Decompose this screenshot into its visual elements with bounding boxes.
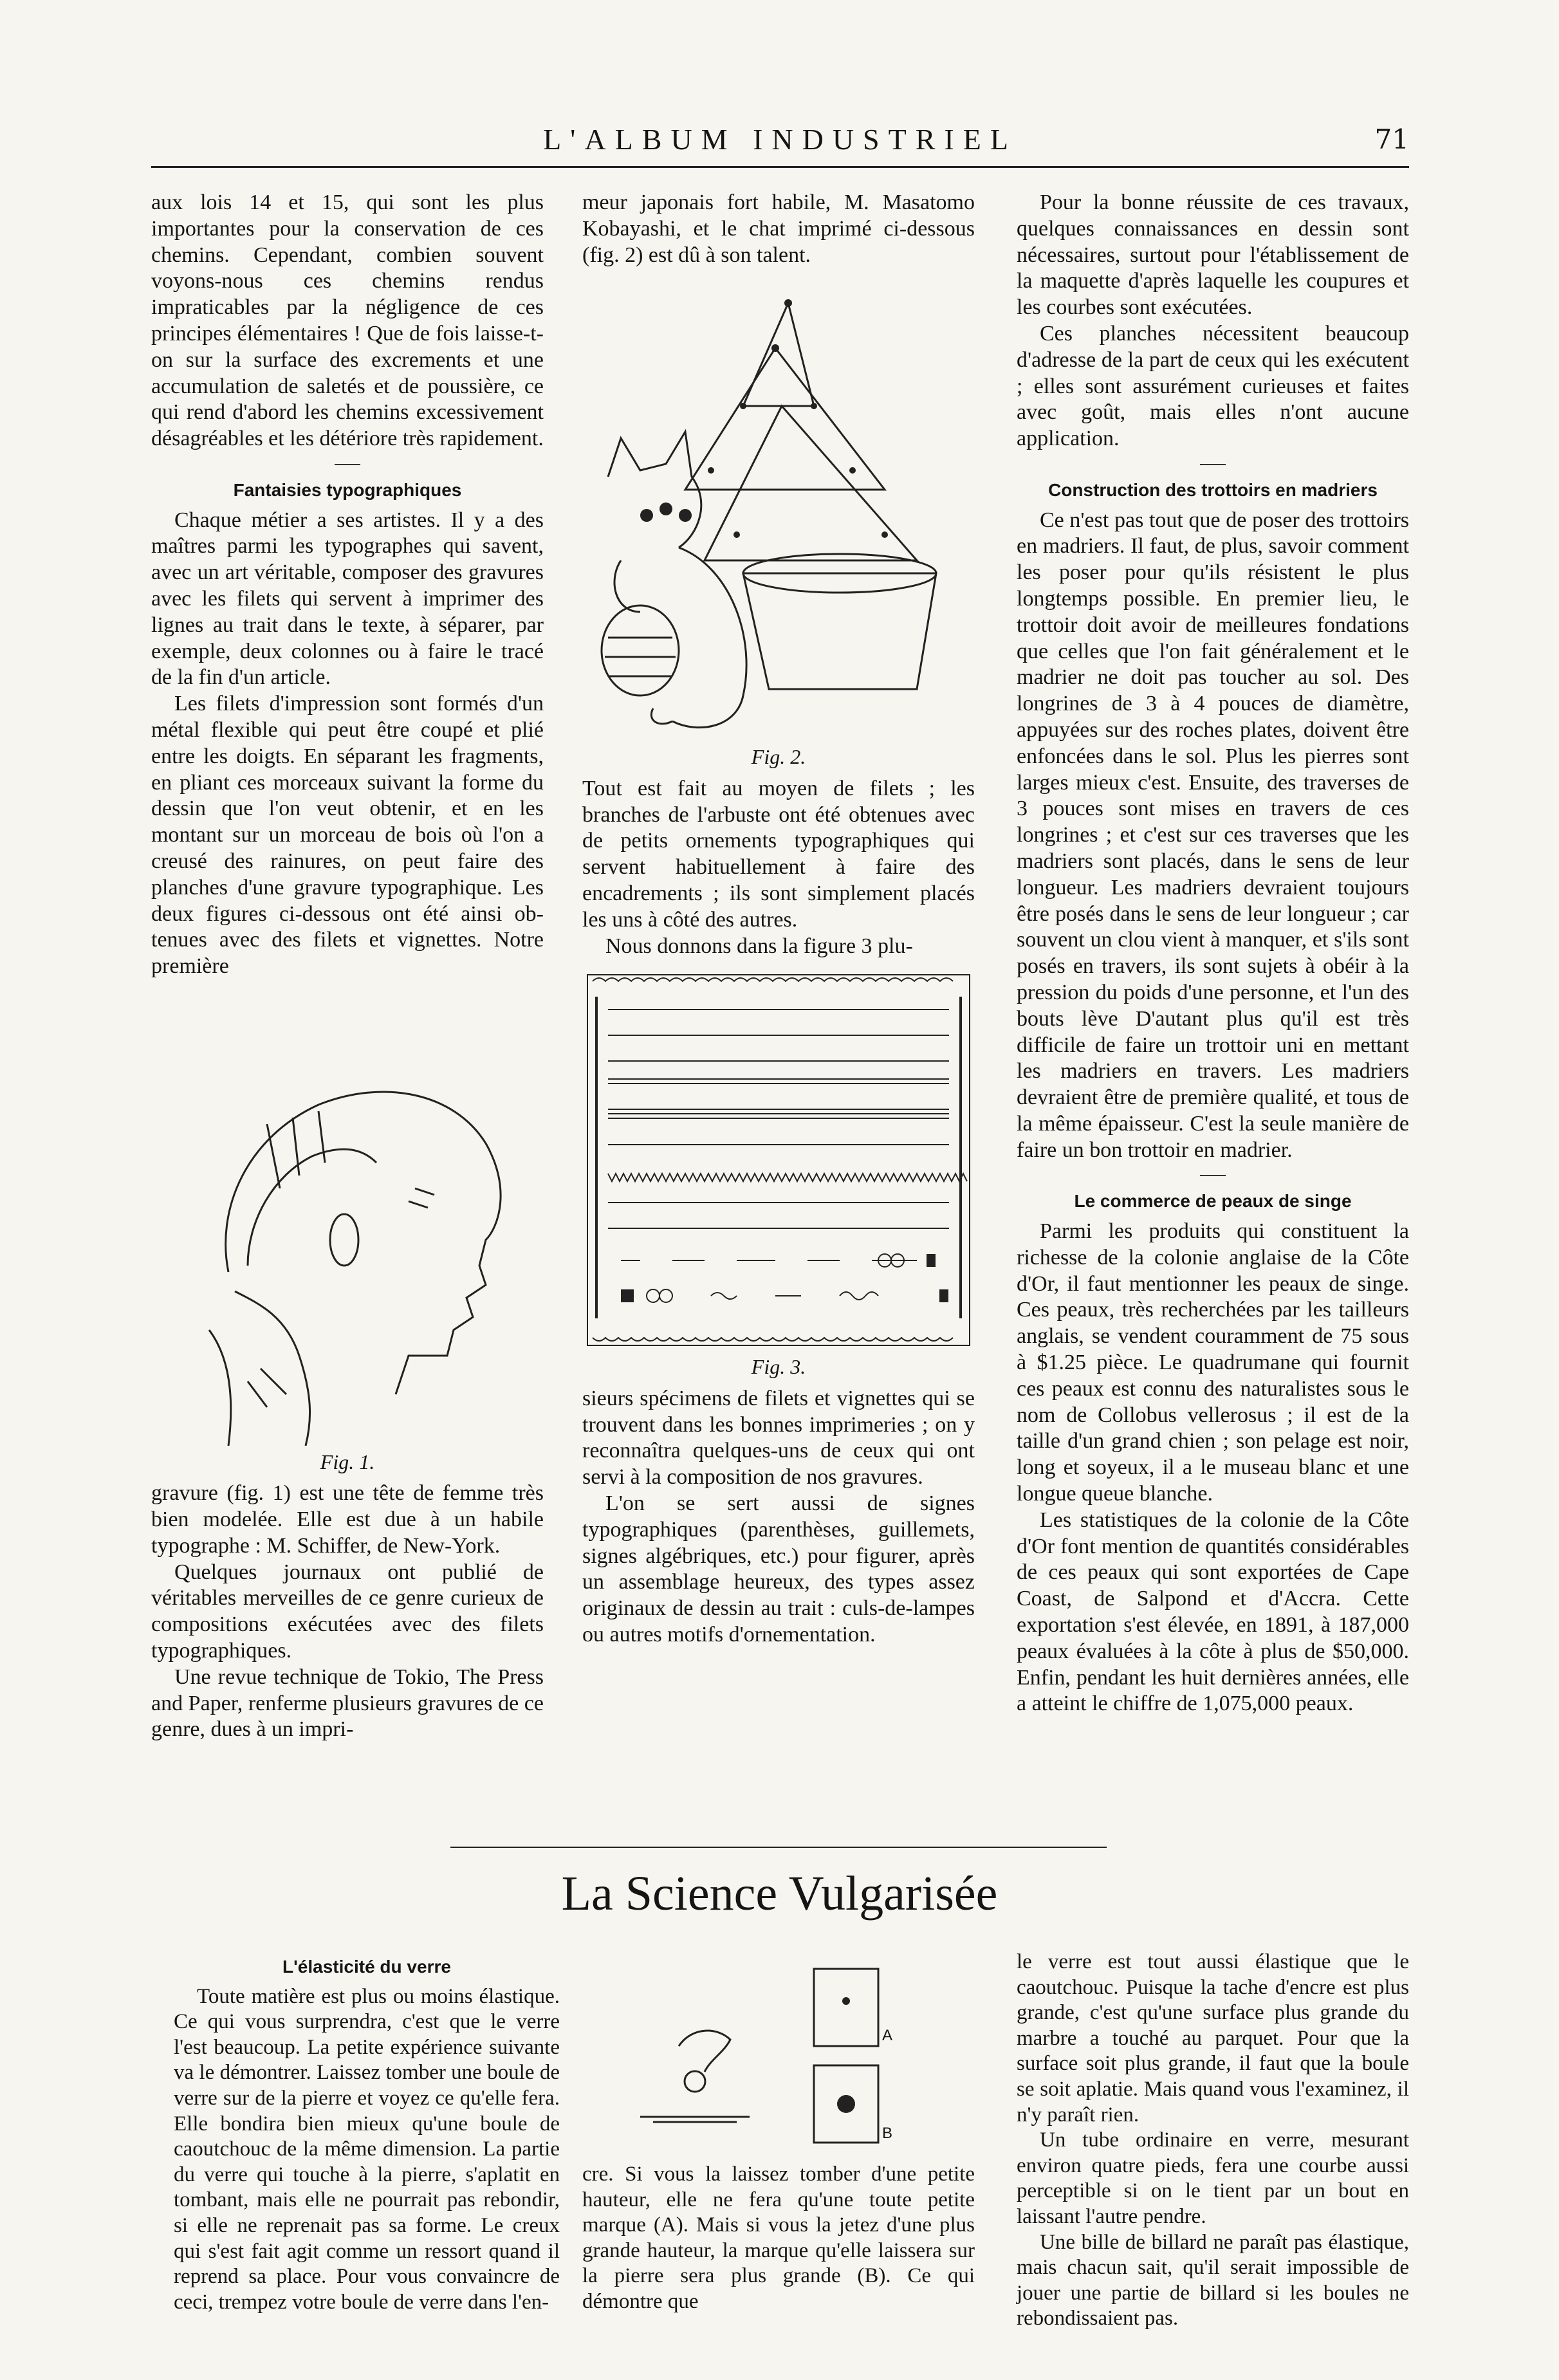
label-b: B (882, 2125, 893, 2142)
divider (1200, 1175, 1226, 1176)
figure-1-woman-head (151, 995, 544, 1446)
col1-paragraph-2: Chaque métier a ses artistes. Il y a des maîtres parmi les typographes qui savent, avec un art véritable, composer des gravures avec les filets qui servent à imprimer des lignes au trait dans le texte, à séparer, par exemple, deux colonnes ou à faire le tracé de la fin d'un article. (151, 508, 544, 690)
col2-paragraph-3: Nous donnons dans la figure 3 plu- (605, 934, 913, 958)
col1-paragraph-5: Quelques journaux ont publié de véritables merveilles de ce genre curieux de compositions exécutées avec des filets typographiques. (151, 1560, 544, 1663)
col2-paragraph-2: Tout est fait au moyen de filets ; les branches de l'arbuste ont été obtenues avec de petits ornements typographiques qui servent habituellement à faire des encadrements ; ils sont simplement placés les uns à côté des autres. (582, 776, 975, 932)
bottom3-paragraph-1: le verre est tout aussi élastique que le caoutchouc. Puisque la tache d'encre est plus grande, c'est qu'une surface plus grande du marbre a touché au parquet. Pour que la surface soit plus grande, il faut que la boule se soit aplatie. Mais quand vous l'examinez, il n'y paraît rien. (1017, 1950, 1409, 2126)
bottom3-paragraph-2: Un tube ordinaire en verre, mesurant environ quatre pieds, fera une courbe aussi perceptible si on le tient par un bout en laissant l'autre pendre. (1017, 2128, 1409, 2228)
bottom-column-1 (174, 1956, 560, 2315)
bottom3-paragraph-3: Une bille de billard ne paraît pas élastique, mais chacun sait, qu'il serait impossible de jouer une partie de billard si les boules ne rebondissaient pas. (1017, 2230, 1409, 2330)
heading-fantaisies: Fantaisies typographiques (233, 479, 462, 500)
bottom2-paragraph-1: cre. Si vous la laissez tomber d'une petite hauteur, elle ne fera qu'une toute petite marque (A). Mais si vous la jetez d'une plus grande hauteur, la marque qu'elle laissera sur la pierre sera plus grande (B). Ce qui démontre que (582, 2163, 975, 2313)
col3-paragraph-1: Pour la bonne réussite de ces travaux, quelques connaissances en dessin sont nécessaires, surtout pour l'établissement de la maquette d'après laquelle les coupures et les courbes sont exécutées. (1017, 190, 1409, 320)
col2-paragraph-1: meur japonais fort habile, M. Masatomo Kobayashi, et le chat imprimé ci-dessous (fig. 2) est dû à son talent. (582, 190, 975, 267)
label-a: A (882, 2027, 893, 2044)
column-2 (582, 190, 975, 1648)
figure-2-cat (582, 277, 975, 741)
figure-glass-experiment (582, 1950, 975, 2162)
col2-paragraph-5: L'on se sert aussi de signes typographiques (parenthèses, guillemets, signes algébriques, etc.) pour figurer, après un assemblage heureux, des types assez originaux de dessin au trait : culs-de-lampes ou autres motifs d'ornementation. (582, 1491, 975, 1647)
col1-paragraph-6: Une revue technique de Tokio, The Press and Paper, renferme plusieurs gravures de ce genre, dues à un impri- (151, 1665, 544, 1742)
col3-paragraph-5: Les statistiques de la colonie de la Côte d'Or font mention de quantités considérables de ces peaux qui sont exportées de Cape Coast, de Salpond et d'Accra. Cette exportation s'est élevée, en 1891, à 187,000 peaux évaluées à la côte à plus de $50,000. Enfin, pendant les huit dernières années, elle a atteint le chiffre de 1,075,000 peaux. (1017, 1508, 1409, 1716)
section-title: La Science Vulgarisée (561, 1867, 998, 1921)
page-number: 71 (1374, 124, 1409, 155)
figure-1-caption: Fig. 1. (320, 1450, 375, 1473)
divider (1200, 464, 1226, 465)
col1-paragraph-1: aux lois 14 et 15, qui sont les plus importantes pour la conservation de ces chemins. Cependant, combien souvent voyons-nous ces chemins rendus impraticables par la négligence de ces principes élémentaires ! Que de fois laisse-t-on sur la surface des excrements et une accumulation de saletés et de poussière, ce qui rend d'abord les chemins excessivement désagréables et les détériore très rapidement. (151, 190, 544, 451)
bottom-column-2 (582, 1950, 975, 2315)
figure-2-caption: Fig. 2. (751, 745, 806, 769)
bottom1-paragraph-1: Toute matière est plus ou moins élastique. Ce qui vous surprendra, c'est que le verre l'est beaucoup. La petite expérience suivante va le démontrer. Laissez tomber une boule de verre sur de la pierre et voyez ce qu'elle fera. Elle bondira bien mieux qu'une boule de caoutchouc de la même dimension. La partie du verre qui touche à la pierre, s'aplatit en tombant, mais elle ne pourrait pas rebondir, si elle ne reprenait pas sa forme. Le creux qui s'est fait agit comme un ressort quand il reprend sa place. Pour vous convaincre de ceci, trempez votre boule de verre dans l'en- (174, 1984, 560, 2314)
col2-paragraph-4: sieurs spécimens de filets et vignettes qui se trouvent dans les bonnes imprimeries ; on y reconnaîtra quelques-uns de ceux qui ont servi à la composition de nos gravures. (582, 1386, 975, 1490)
col1-paragraph-3: Les filets d'impression sont formés d'un métal flexible qui peut être coupé et plié entre les doigts. En séparant les fragments, en pliant ces morceaux suivant la forme du dessin que l'on veut obtenir, et en les montant sur un morceau de bois où l'on a creusé des rainures, on peut faire des planches d'une gravure typographique. Les deux figures ci-dessous ont été ainsi ob-tenues avec des filets et vignettes. Notre première (151, 692, 544, 979)
col3-paragraph-4: Parmi les produits qui constituent la richesse de la colonie anglaise de la Côte d'Or, il faut mentionner les peaux de singe. Ces peaux, très recherchées par les tailleurs anglais, se vendent couramment de 75 sous à $1.25 pièce. Le quadrumane qui fournit ces peaux est connu des naturalistes sous le nom de Collobus vellerosus ; il est de la taille d'un grand chien ; son pelage est noir, long et soyeux, il a le museau blanc et une longue queue blanche. (1017, 1219, 1409, 1506)
bottom-column-3 (1017, 1950, 1409, 2332)
publication-title: L'ALBUM INDUSTRIEL (543, 123, 1017, 156)
column-3 (1017, 190, 1409, 1717)
section-rule (450, 1847, 1107, 1848)
header-rule (151, 166, 1409, 168)
heading-elasticite: L'élasticité du verre (282, 1957, 451, 1977)
heading-trottoirs: Construction des trottoirs en madriers (1048, 479, 1378, 500)
page-header (151, 122, 1409, 161)
column-1 (151, 190, 544, 1743)
figure-3-caption: Fig. 3. (751, 1355, 806, 1379)
heading-peaux-de-singe: Le commerce de peaux de singe (1074, 1191, 1352, 1212)
col1-paragraph-4: gravure (fig. 1) est une tête de femme très bien modelée. Elle est due à un habile typographe : M. Schiffer, de New-York. (151, 1481, 544, 1558)
col3-paragraph-3: Ce n'est pas tout que de poser des trottoirs en madriers. Il faut, de plus, savoir comment les poser pour qu'ils résistent le plus longtemps possible. En premier lieu, le trottoir doit avoir de meilleures fondations que celles que l'on fait généralement et le madrier ne doit pas toucher au sol. Des longrines de 3 à 4 pouces de diamètre, appuyées sur des roches plates, doivent être enfoncées dans le sol. Plus les pierres sont larges mieux c'est. Ensuite, des traverses de 3 pouces sont mises en travers de ces longrines ; et c'est sur ces traverses que les madriers sont placés, dans le sens de leur longueur. Les madriers devraient toujours être posés dans le sens de leur longueur ; car souvent un clou vient à manquer, et s'ils sont posés en travers, ils sont sujets à obéir à la pression du poids d'une personne, et l'un des bouts lève D'autant plus qu'il est très difficile de faire un trottoir uni en mettant les madriers en travers. Les madriers devraient être de première qualité, et tous de la même épaisseur. C'est la seule manière de faire un bon trottoir en madrier. (1017, 508, 1409, 1162)
figure-3-ornaments (582, 971, 975, 1351)
col3-paragraph-2: Ces planches nécessitent beaucoup d'adresse de la part de ceux qui les exécutent ; elles sont assurément curieuses et faites avec goût, mais elles n'ont aucune application. (1017, 321, 1409, 451)
divider (335, 464, 360, 465)
